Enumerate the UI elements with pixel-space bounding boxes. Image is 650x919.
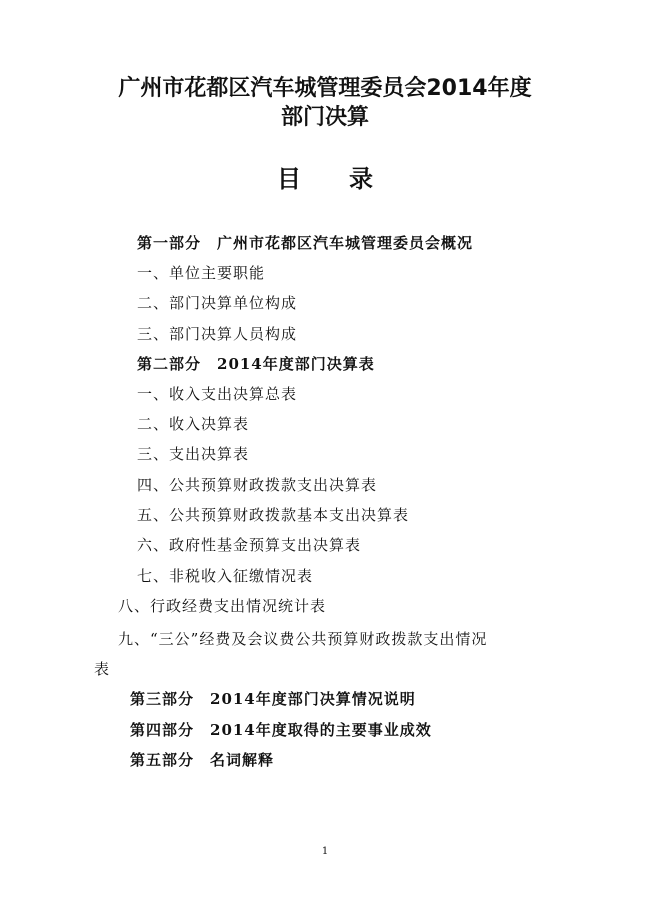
document-title-line2: 部门决算 xyxy=(280,105,369,130)
toc-item: 二、收入决算表 xyxy=(137,415,250,433)
toc-item: 九、“三公”经费及会议费公共预算财政拨款支出情况 xyxy=(118,630,488,648)
page-number: 1 xyxy=(321,846,329,857)
toc-part-2: 第二部分 2014年度部门决算表 xyxy=(137,355,375,373)
toc-item: 八、行政经费支出情况统计表 xyxy=(118,597,327,615)
toc-part-3: 第三部分 2014年度部门决算情况说明 xyxy=(130,690,416,708)
toc-item: 三、部门决算人员构成 xyxy=(137,325,298,343)
toc-item: 二、部门决算单位构成 xyxy=(137,294,298,312)
toc-heading: 目录 xyxy=(277,165,421,193)
toc-item: 六、政府性基金预算支出决算表 xyxy=(137,536,362,554)
toc-item: 一、收入支出决算总表 xyxy=(137,385,298,403)
document-title-line1: 广州市花都区汽车城管理委员会2014年度 xyxy=(118,76,532,101)
toc-item: 一、单位主要职能 xyxy=(137,264,266,282)
toc-item: 三、支出决算表 xyxy=(137,445,250,463)
toc-item: 五、公共预算财政拨款基本支出决算表 xyxy=(137,506,410,524)
toc-item: 七、非税收入征缴情况表 xyxy=(137,567,314,585)
toc-part-1: 第一部分 广州市花都区汽车城管理委员会概况 xyxy=(137,234,474,252)
toc-part-5: 第五部分 名词解释 xyxy=(130,751,275,769)
toc-item-continuation: 表 xyxy=(94,660,111,678)
toc-item: 四、公共预算财政拨款支出决算表 xyxy=(137,476,378,494)
toc-part-4: 第四部分 2014年度取得的主要事业成效 xyxy=(130,721,432,739)
